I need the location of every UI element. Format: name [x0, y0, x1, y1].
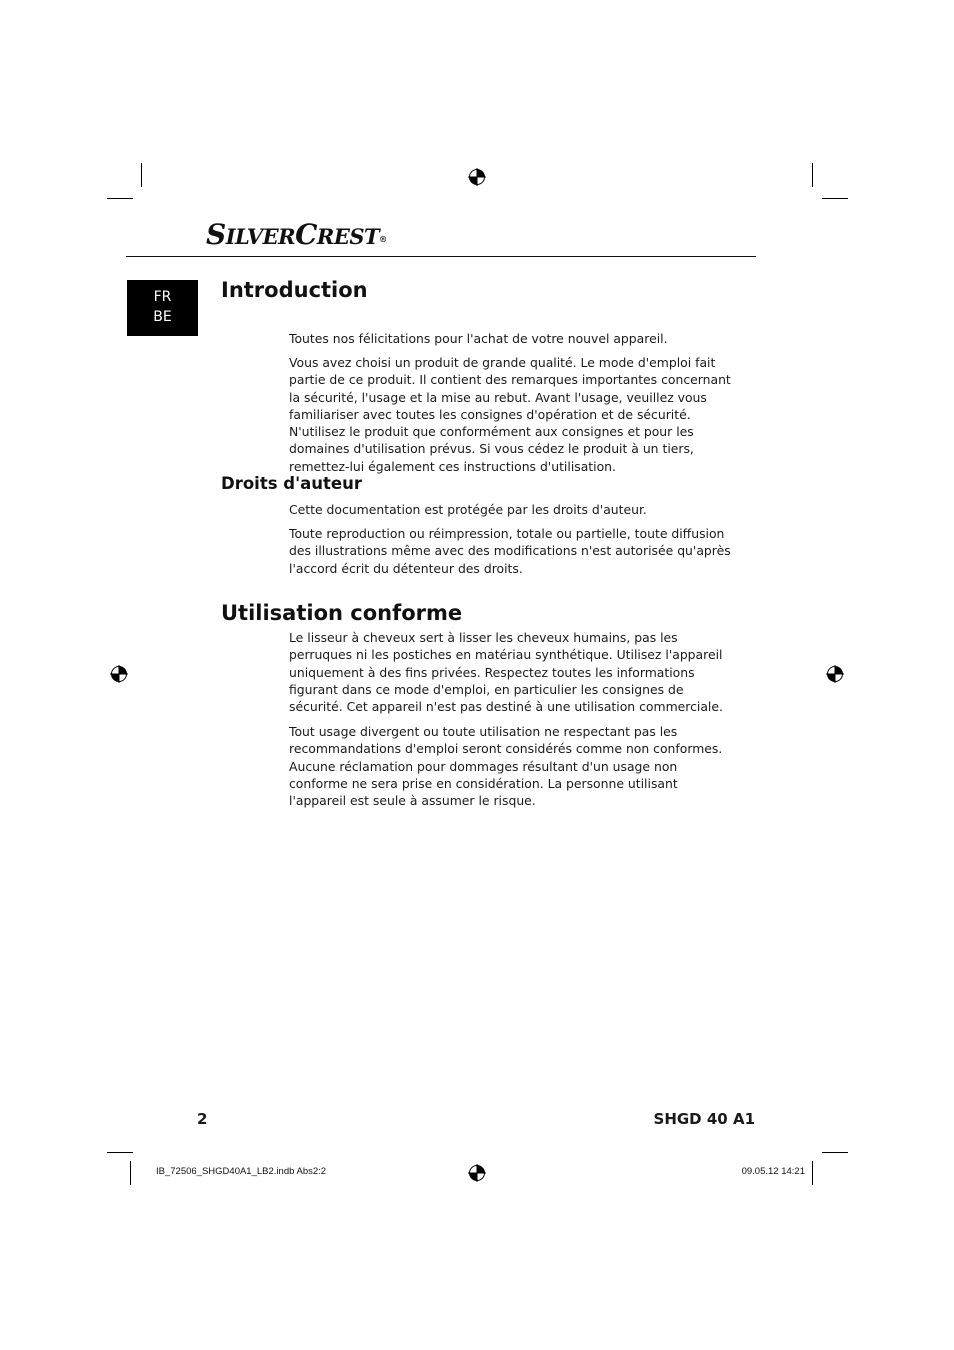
print-slug-date: 09.05.12 14:21 — [741, 1166, 805, 1177]
section-title-introduction: Introduction — [221, 278, 368, 302]
language-tab — [127, 280, 198, 336]
registration-mark-icon — [826, 665, 844, 683]
language-code-be: BE — [153, 309, 172, 325]
paragraph: Le lisseur à cheveux sert à lisser les cheveux humains, pas les perruques ni les postiches en matériau synthétique. Utilisez l'appareil uniquement à des fins privées. Respectez toutes les informations figurant dans ce mode d'emploi, en particulier les consignes de sécurité. Cet appareil n'est pas destiné à une utilisation commerciale. — [289, 630, 723, 715]
crop-mark — [107, 198, 133, 199]
registration-mark-icon — [468, 168, 486, 186]
model-number: SHGD 40 A1 — [653, 1110, 755, 1128]
paragraph: Toutes nos félicitations pour l'achat de votre nouvel appareil. — [289, 331, 668, 346]
registration-mark-icon — [110, 665, 128, 683]
crop-mark — [822, 1152, 848, 1153]
print-slug-file: IB_72506_SHGD40A1_LB2.indb Abs2:2 — [156, 1166, 327, 1177]
paragraph: Toute reproduction ou réimpression, totale ou partielle, toute diffusion des illustrations même avec des modifications n'est autorisée qu'après l'accord écrit du détenteur des droits. — [289, 526, 731, 576]
crop-mark — [141, 163, 142, 187]
crop-mark — [812, 163, 813, 187]
crop-mark — [130, 1161, 131, 1185]
section-title-intended-use: Utilisation conforme — [221, 601, 463, 625]
section-title-copyright: Droits d'auteur — [221, 474, 362, 493]
paragraph: Cette documentation est protégée par les droits d'auteur. — [289, 502, 647, 517]
paragraph: Vous avez choisi un produit de grande qualité. Le mode d'emploi fait partie de ce produit. Il contient des remarques importantes concernant la sécurité, l'usage et la mise au rebut. Avant l'usage, veuillez vous familiariser avec toutes les consignes d'opération et de sécurité. N'utilisez le produit que conformément aux consignes et pour les domaines d'utilisation prévus. Si vous cédez le produit à un tiers, remettez-lui également ces instructions d'utilisation. — [289, 355, 731, 474]
registration-mark-icon — [468, 1164, 486, 1182]
crop-mark — [822, 198, 848, 199]
crop-mark — [107, 1152, 133, 1153]
silvercrest-logo: SILVERCREST® — [206, 218, 387, 251]
crop-mark — [812, 1161, 813, 1185]
language-code-fr: FR — [153, 289, 172, 305]
page-number: 2 — [197, 1110, 208, 1128]
paragraph: Tout usage divergent ou toute utilisation ne respectant pas les recommandations d'emploi seront considérés comme non conformes. Aucune réclamation pour dommages résultant d'un usage non conforme ne sera prise en considération. La personne utilisant l'appareil est seule à assumer le risque. — [289, 724, 723, 809]
header-rule — [126, 256, 756, 257]
